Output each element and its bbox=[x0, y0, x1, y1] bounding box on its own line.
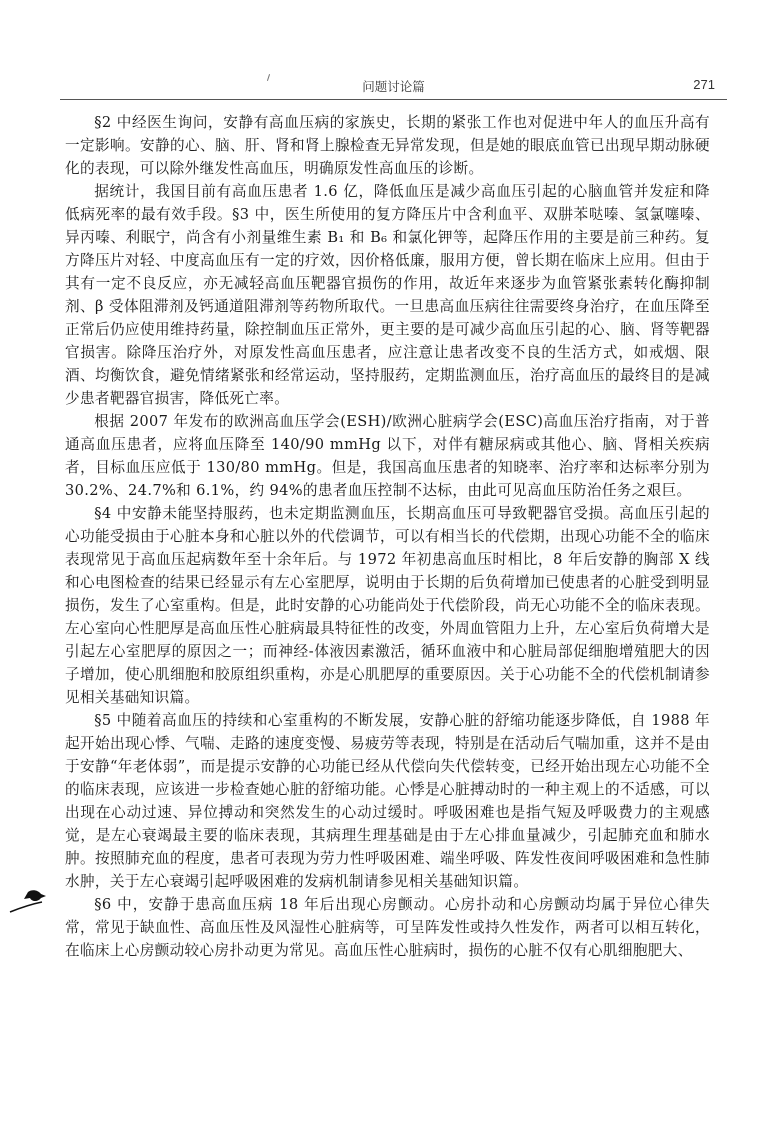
paragraph: 根据 2007 年发布的欧洲高血压学会(ESH)/欧洲心脏病学会(ESC)高血压治疗指南，对于普通高血压患者，应将血压降至 140/90 mmHg 以下，对伴有糖尿病或其他心、脑、肾相关疾病者，目标血压应低于 130/80 mmHg。但是，我国高血压患者的知晓率、治疗率和达标率分别为 30.2%、24.7%和 6.1%，约 94%的患者血压控制不达标，由此可见高血压防治任务之艰巨。 bbox=[65, 413, 710, 499]
paragraph: §5 中随着高血压的持续和心室重构的不断发展，安静心脏的舒缩功能逐步降低，自 1988 年起开始出现心悸、气喘、走路的速度变慢、易疲劳等表现，特别是在活动后气喘加重，这并不是由于安静“年老体弱”，而是提示安静的心功能已经从代偿向失代偿转变，已经开始出现左心功能不全的临床表现，应该进一步检查她心脏的舒缩功能。心悸是心脏搏动时的一种主观上的不适感，可以出现在心动过速、异位搏动和突然发生的心动过缓时。呼吸困难也是指气短及呼吸费力的主观感觉，是左心衰竭最主要的临床表现，其病理生理基础是由于左心排血量减少，引起肺充血和肺水肿。按照肺充血的程度，患者可表现为劳力性呼吸困难、端坐呼吸、阵发性夜间呼吸困难和急性肺水肿，关于左心衰竭引起呼吸困难的发病机制请参见相关基础知识篇。 bbox=[65, 712, 710, 890]
running-title: 问题讨论篇 bbox=[362, 79, 425, 94]
paragraph: 据统计，我国目前有高血压患者 1.6 亿，降低血压是减少高血压引起的心脑血管并发症和降低病死率的最有效手段。§3 中，医生所使用的复方降压片中含利血平、双肼苯哒嗪、氢氯噻嗪、异丙嗪、利眠宁，尚含有小剂量维生素 B₁ 和 B₆ 和氯化钾等，起降压作用的主要是前三种药。复方降压片对轻、中度高血压有一定的疗效，因价格低廉，服用方便，曾长期在临床上应用。但由于其有一定不良反应，亦无减轻高血压靶器官损伤的作用，故近年来逐步为血管紧张素转化酶抑制剂、β 受体阻滞剂及钙通道阻滞剂等药物所取代。一旦患高血压病往往需要终身治疗，在血压降至正常后仍应使用维持药量，除控制血压正常外，更主要的是可减少高血压引起的心、脑、肾等靶器官损害。除降压治疗外，对原发性高血压患者，应注意让患者改变不良的生活方式，如戒烟、限酒、均衡饮食，避免情绪紧张和经常运动，坚持服药，定期监测血压，治疗高血压的最终目的是减少患者靶器官损害，降低死亡率。 bbox=[65, 183, 710, 407]
header-rule bbox=[60, 99, 727, 100]
paragraph: §6 中，安静于患高血压病 18 年后出现心房颤动。心房扑动和心房颤动均属于异位心律失常，常见于缺血性、高血压性及风湿性心脏病等，可呈阵发性或持久性发作，两者可以相互转化，在临床上心房颤动较心房扑动更为常见。高血压性心脏病时，损伤的心脏不仅有心肌细胞肥大、 bbox=[65, 896, 710, 959]
page-number: 271 bbox=[693, 77, 715, 92]
page-header bbox=[60, 73, 727, 103]
paragraph: §2 中经医生询问，安静有高血压病的家族史，长期的紧张工作也对促进中年人的血压升高有一定影响。安静的心、脑、肝、肾和肾上腺检查无异常发现，但是她的眼底血管已出现早期动脉硬化的表现，可以除外继发性高血压，明确原发性高血压的诊断。 bbox=[65, 114, 710, 177]
body-text bbox=[65, 111, 710, 962]
margin-bird-mark-icon bbox=[8, 888, 58, 918]
paragraph: §4 中安静未能坚持服药，也未定期监测血压，长期高血压可导致靶器官受损。高血压引起的心功能受损由于心脏本身和心脏以外的代偿调节，可以有相当长的代偿期，出现心功能不全的临床表现常见于高血压起病数年至十余年后。与 1972 年初患高血压时相比，8 年后安静的胸部 X 线和心电图检查的结果已经显示有左心室肥厚，说明由于长期的后负荷增加已使患者的心脏受到明显损伤，发生了心室重构。但是，此时安静的心功能尚处于代偿阶段，尚无心功能不全的临床表现。左心室向心性肥厚是高血压性心脏病最具特征性的改变，外周血管阻力上升，左心室后负荷增大是引起左心室肥厚的原因之一；而神经-体液因素激活，循环血液中和心脏局部促细胞增殖肥大的因子增加，使心肌细胞和胶原组织重构，亦是心肌肥厚的重要原因。关于心功能不全的代偿机制请参见相关基础知识篇。 bbox=[65, 505, 710, 706]
watermark-text: PDG bbox=[657, 906, 716, 959]
